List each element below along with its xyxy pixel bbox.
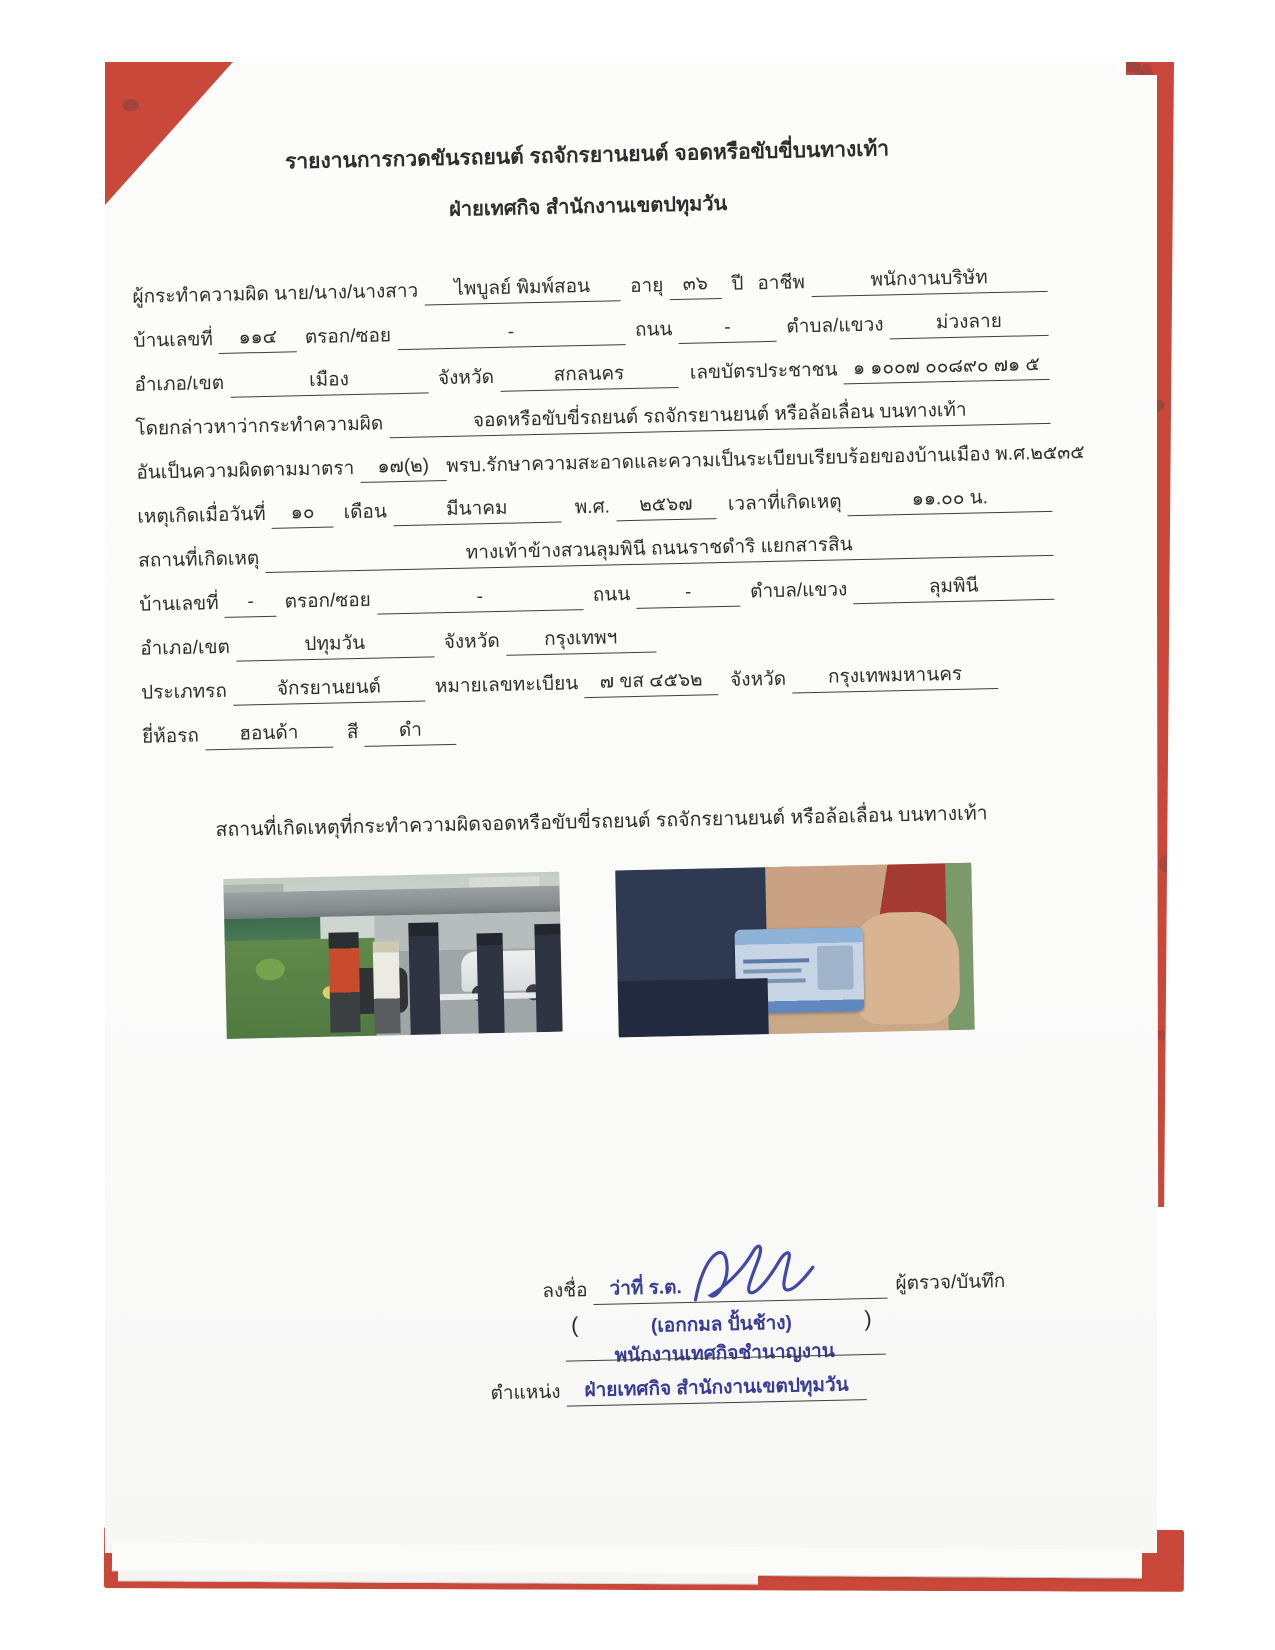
brand-field: ฮอนด้า [205, 718, 334, 750]
house-no-field: ๑๑๔ [219, 323, 298, 354]
occupation-label: อาชีพ [757, 272, 806, 295]
section-field: ๑๗(๒) [360, 452, 447, 483]
evidence-photos [145, 860, 1063, 1047]
color-field: ดำ [364, 716, 457, 748]
subdistrict-label: ตำบล/แขวง [786, 314, 884, 338]
years-label: ปี [731, 273, 744, 295]
scene-field: ทางเท้าข้างสวนลุมพินี ถนนราชดำริ แยกสารสิน [265, 527, 1053, 574]
plate-label: หมายเลขทะเบียน [434, 673, 579, 698]
id-card-label: เลขบัตรประชาชน [689, 359, 838, 384]
scene-road-field: - [636, 578, 741, 610]
man-red-shirt [328, 932, 360, 1033]
handwritten-signature [688, 1231, 840, 1308]
signature-block [490, 1266, 1025, 1407]
sign-label: ลงชื่อ [542, 1279, 588, 1302]
scene-label: สถานที่เกิดเหตุ [138, 548, 260, 572]
offender-label: ผู้กระทำความผิด นาย/นาง/นางสาว [132, 280, 419, 308]
scene-province-label: จังหวัด [443, 630, 500, 654]
scene-house-no-label: บ้านเลขที่ [139, 592, 219, 616]
signature-name-row [543, 1300, 1024, 1342]
scene-subdistrict-label: ตำบล/แขวง [749, 579, 848, 603]
section-label: อันเป็นความผิดตามมาตรา [136, 457, 355, 484]
vehicle-type-field: จักรยานยนต์ [233, 672, 426, 706]
scene-province-field: กรุงเทพฯ [505, 623, 656, 656]
paren-close: ) [864, 1306, 872, 1332]
signatory-position-1 [579, 1337, 870, 1371]
road-field: - [678, 313, 777, 345]
red-folder-edge-top-right [1126, 62, 1160, 77]
violation-form [132, 248, 1085, 752]
incident-date-label: เหตุเกิดเมื่อวันที่ [137, 503, 266, 528]
signature-line [593, 1269, 888, 1305]
soi-label: ตรอก/ซอย [304, 325, 392, 348]
time-field: ๑๑.๐๐ น. [847, 483, 1052, 517]
scene-road-label: ถนน [592, 583, 631, 606]
page-title: รายงานการกวดขันรถยนต์ รถจักรยานยนต์ จอดหรือขับขี่บนทางเท้า [284, 137, 890, 174]
province-field: สกลนคร [500, 359, 679, 392]
scene-soi-label: ตรอก/ซอย [284, 589, 372, 613]
scene-district-label: อำเภอ/เขต [139, 636, 231, 660]
page-subtitle: ฝ่ายเทศกิจ สำนักงานเขตปทุมวัน [448, 193, 728, 222]
color-label: สี [346, 721, 359, 744]
plate-field: ๗ ขส ๔๕๖๒ [584, 666, 719, 698]
position-label: ตำแหน่ง [490, 1381, 561, 1404]
time-label: เวลาที่เกิดเหตุ [727, 491, 842, 515]
incident-day-field: ๑๐ [271, 498, 334, 529]
year-label: พ.ศ. [574, 496, 611, 519]
scene-subdistrict-field: ลุมพินี [853, 571, 1054, 605]
signatory-name: (เอกกมล ปั้นช้าง) [650, 1312, 793, 1337]
age-label: อายุ [629, 275, 664, 297]
id-card-photo [615, 862, 975, 1037]
photo-caption: สถานที่เกิดเหตุที่กระทำความผิดจอดหรือขับขี่รถยนต์ รถจักรยานยนต์ หรือล้อเลื่อน บนทางเท้า [215, 802, 988, 842]
month-field: มีนาคม [393, 493, 562, 526]
role-label: ผู้ตรวจ/บันทึก [895, 1270, 1006, 1295]
card-portrait [817, 945, 854, 990]
month-label: เดือน [343, 501, 388, 524]
soi-field: - [397, 316, 626, 351]
province-label: จังหวัด [437, 366, 495, 390]
officer-3 [534, 923, 562, 1032]
act-text: พรบ.รักษาความสะอาดและความเป็นระเบียบเรียบร้อยของบ้านเมือง พ.ศ.๒๕๓๕ [446, 442, 1085, 477]
road-label: ถนน [634, 318, 673, 341]
district-field: เมือง [230, 364, 429, 398]
id-card-field: ๑ ๑๐๐๗ ๐๐๘๙๐ ๗๑ ๕ [843, 351, 1049, 385]
accusation-field: จอดหรือขับขี่รถยนต์ รถจักรยานยนต์ หรือล้อเลื่อน บนทางเท้า [389, 395, 1051, 439]
accusation-label: โดยกล่าวหาว่ากระทำความผิด [135, 413, 384, 440]
signature-row [542, 1266, 1023, 1306]
form-content [129, 131, 1085, 1416]
paren-open: ( [570, 1312, 579, 1338]
scene-district-field: ปทุมวัน [236, 628, 435, 662]
subdistrict-field: ม่วงลาย [889, 307, 1048, 340]
scene-house-no-field: - [224, 588, 277, 619]
signatory-position-2: ฝ่ายเทศกิจ สำนักงานเขตปทุมวัน [566, 1371, 867, 1407]
offender-name-field: ไพบูลย์ พิมพ์สอน [424, 272, 621, 306]
signatory-position-1-text: พนักงานเทศกิจชำนาญงาน [614, 1340, 835, 1367]
occupation-field: พนักงานบริษัท [811, 263, 1048, 298]
year-field: ๒๕๖๗ [616, 490, 717, 522]
scene-photo [223, 871, 562, 1038]
scene-soi-field: - [376, 581, 583, 615]
district-label: อำเภอ/เขต [134, 372, 225, 396]
man-white-shirt [373, 941, 401, 1034]
plate-province-field: กรุงเทพมหานคร [792, 660, 999, 694]
officer-2 [477, 933, 505, 1034]
age-field: ๓๖ [669, 270, 722, 301]
rank-prefix: ว่าที่ ร.ต. [609, 1276, 682, 1300]
house-no-label: บ้านเลขที่ [133, 328, 214, 352]
fabric-bottom [618, 978, 769, 1037]
plate-province-label: จังหวัด [729, 668, 787, 691]
brand-label: ยี่ห้อรถ [141, 725, 200, 748]
palm-hand [848, 911, 960, 1025]
officer-1 [408, 922, 440, 1035]
vehicle-type-label: ประเภทรถ [140, 680, 228, 704]
